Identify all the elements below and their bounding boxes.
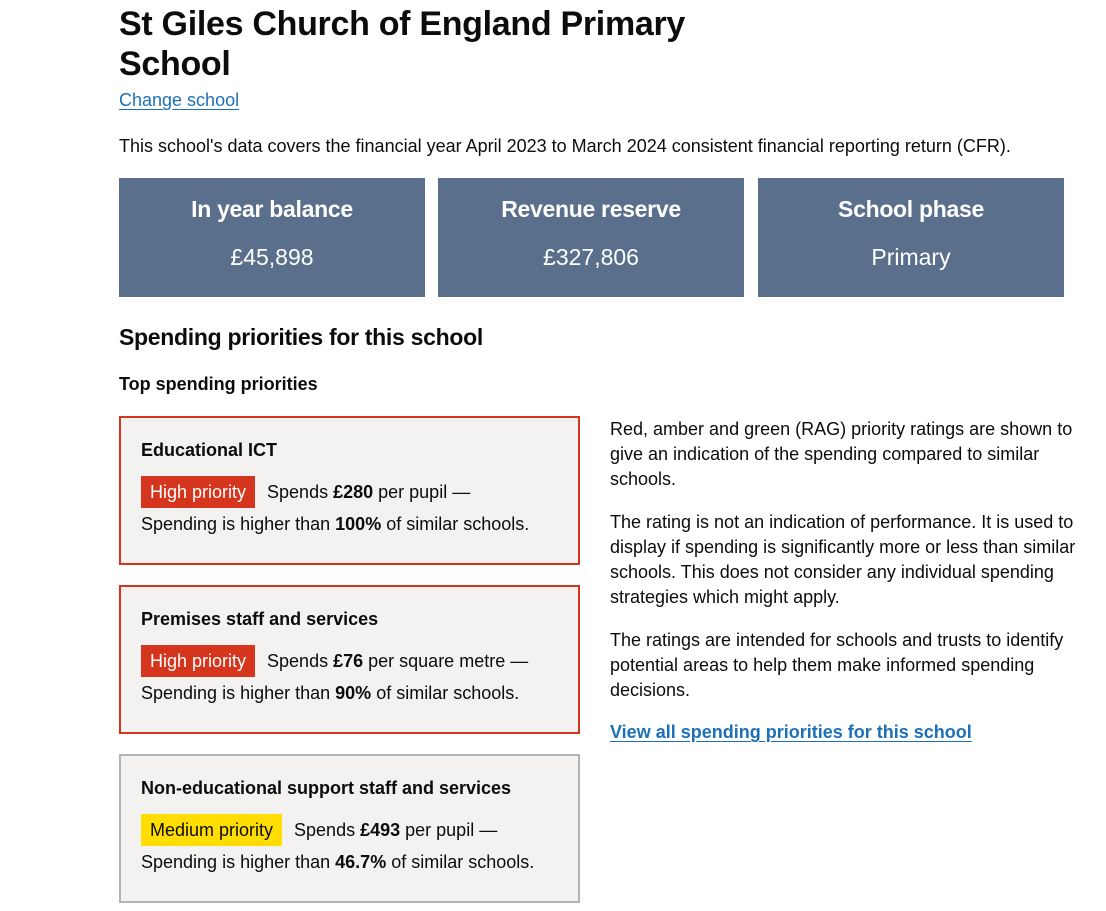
intro-text: This school's data covers the financial year April 2023 to March 2024 consistent financial reporting return (CFR).: [119, 136, 1011, 156]
priority-card-detail: [141, 508, 578, 540]
change-school-link[interactable]: Change school: [119, 90, 240, 110]
priority-card-summary: [141, 645, 578, 677]
stat-school-phase: [758, 178, 1064, 297]
stat-in-year-balance: [119, 178, 425, 297]
detail-percent: 46.7%: [335, 852, 387, 872]
stat-value: Primary: [871, 244, 951, 270]
priority-card-premises: [119, 585, 580, 734]
spends-prefix: Spends: [267, 482, 334, 502]
detail-suffix: of similar schools.: [386, 852, 535, 872]
stat-value: £45,898: [230, 244, 314, 270]
priority-card-summary: [141, 814, 578, 846]
spending-priorities-heading: Spending priorities for this school: [119, 324, 483, 350]
spend-unit: per pupil —: [373, 482, 471, 502]
spend-unit: per pupil —: [400, 820, 498, 840]
high-priority-tag: High priority: [141, 645, 255, 677]
detail-suffix: of similar schools.: [371, 683, 520, 703]
stat-label: School phase: [838, 196, 984, 222]
stat-revenue-reserve: [438, 178, 744, 297]
page-title: St Giles Church of England Primary School: [119, 5, 686, 83]
stat-value: £327,806: [543, 244, 639, 270]
priority-card-title: Premises staff and services: [141, 609, 379, 629]
spend-amount: £76: [333, 651, 364, 671]
priority-card-detail: [141, 846, 578, 878]
detail-prefix: Spending is higher than: [141, 683, 336, 703]
rag-info-paragraph: The ratings are intended for schools and trusts to identify potential areas to help them make informed spending decisions.: [610, 630, 1064, 700]
detail-prefix: Spending is higher than: [141, 852, 336, 872]
priority-card-detail: [141, 677, 578, 709]
spend-amount: £280: [333, 482, 374, 502]
priority-card-non-educational-support: [119, 754, 580, 903]
detail-percent: 90%: [335, 683, 372, 703]
detail-suffix: of similar schools.: [381, 514, 530, 534]
stat-label: In year balance: [191, 196, 353, 222]
detail-percent: 100%: [335, 514, 382, 534]
spend-amount: £493: [360, 820, 401, 840]
detail-prefix: Spending is higher than: [141, 514, 336, 534]
high-priority-tag: High priority: [141, 476, 255, 508]
view-all-spending-priorities-link[interactable]: View all spending priorities for this school: [610, 722, 972, 742]
priority-card-title: Non-educational support staff and services: [141, 778, 512, 798]
medium-priority-tag: Medium priority: [141, 814, 282, 846]
stat-label: Revenue reserve: [501, 196, 681, 222]
spends-prefix: Spends: [294, 820, 361, 840]
spends-prefix: Spends: [267, 651, 334, 671]
priority-card-educational-ict: [119, 416, 580, 565]
spend-unit: per square metre —: [363, 651, 529, 671]
priority-card-title: Educational ICT: [141, 440, 278, 460]
priority-card-summary: [141, 476, 578, 508]
rag-info-paragraph: Red, amber and green (RAG) priority ratings are shown to give an indication of the spending compared to similar schools.: [610, 419, 1073, 489]
rag-info-paragraph: The rating is not an indication of performance. It is used to display if spending is significantly more or less than similar schools. This does not consider any individual spending strategies which might apply.: [610, 512, 1076, 607]
top-spending-priorities-heading: Top spending priorities: [119, 374, 318, 394]
